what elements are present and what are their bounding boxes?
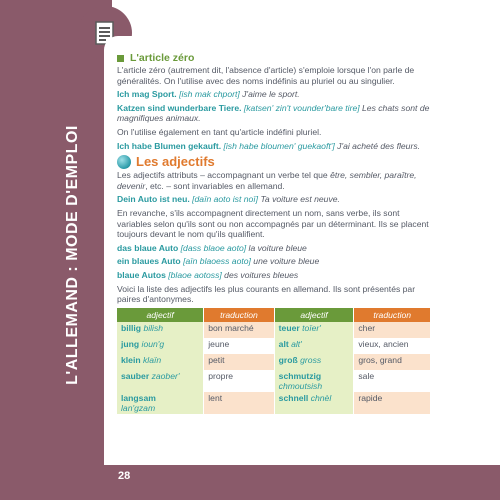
page-content: [117, 52, 433, 414]
bottom-bar: [0, 465, 500, 500]
german-word: groß: [278, 354, 298, 365]
german-text: Dein Auto ist neu.: [117, 194, 190, 205]
adjective-cell: [274, 354, 354, 370]
german-word: sauber: [121, 370, 150, 381]
column-header: adjectif: [117, 308, 204, 322]
column-header: adjectif: [274, 308, 354, 322]
example-line: [117, 194, 433, 205]
text-run-emphasis: être, sembler, paraître, devenir: [117, 170, 417, 191]
example-line: [117, 103, 433, 124]
translation: la voiture bleue: [248, 242, 307, 253]
heading-text: Les adjectifs: [136, 154, 215, 170]
german-word: alt: [278, 338, 289, 349]
pronunciation: chmoutsish: [278, 380, 323, 391]
translation-cell: vieux, ancien: [354, 338, 431, 354]
pronunciation: bilish: [143, 322, 164, 333]
adjective-cell: [117, 370, 204, 392]
table-row: [117, 392, 431, 414]
page-number: 28: [118, 470, 131, 482]
paragraph: On l'utilise également en tant qu'article indéfini pluriel.: [117, 126, 322, 137]
adjective-cell: [274, 392, 354, 414]
pronunciation: chnèl: [310, 392, 332, 403]
german-text: Ich mag Sport.: [117, 89, 177, 100]
pronunciation: klaïn: [142, 354, 162, 365]
adjective-cell: [117, 322, 204, 338]
pronunciation: [katsen' zin't vounder'bare tire]: [243, 102, 360, 113]
table-row: [117, 338, 431, 354]
pronunciation: [daïn aoto ist noï]: [192, 194, 259, 205]
bullet-square-icon: [117, 55, 124, 62]
german-word: schmutzig: [278, 370, 322, 381]
pronunciation: [blaoe aotoss]: [168, 269, 222, 280]
translation-cell: cher: [354, 322, 431, 338]
translation: des voitures bleues: [224, 269, 299, 280]
translation-cell: rapide: [354, 392, 431, 414]
adjective-cell: [117, 338, 204, 354]
german-text: Ich habe Blumen gekauft.: [117, 140, 222, 151]
translation-cell: propre: [204, 370, 274, 392]
translation-cell: petit: [204, 354, 274, 370]
adjective-cell: [117, 392, 204, 414]
example-line: [117, 243, 433, 254]
paragraph: Voici la liste des adjectifs les plus courants en allemand. Ils sont présentés par paires d'antonymes.: [117, 283, 416, 305]
pronunciation: [dass blaoe aoto]: [180, 242, 247, 253]
pronunciation: ioun'g: [141, 338, 165, 349]
translation-cell: bon marché: [204, 322, 274, 338]
translation-cell: lent: [204, 392, 274, 414]
translation: J'aime le sport.: [242, 89, 300, 100]
german-text: das blaue Auto: [117, 242, 179, 253]
table-header-row: [117, 308, 431, 322]
pronunciation: [ish habe bloumen' guekaoft']: [223, 140, 335, 151]
german-word: klein: [121, 354, 141, 365]
column-header: traduction: [204, 308, 274, 322]
german-word: langsam: [121, 392, 156, 403]
pronunciation: [ish mak chport]: [179, 89, 240, 100]
adjective-cell: [117, 354, 204, 370]
heading-text: L'article zéro: [130, 52, 195, 64]
paragraph: En revanche, s'ils accompagnent directement un nom, sans verbe, ils sont variables selon qu'ils sont ou non accompagnés par un déterminant. Ils se placent toujours devant le nom qu'ils qualifient.: [117, 207, 429, 240]
german-text: ein blaues Auto: [117, 256, 181, 267]
german-word: jung: [121, 338, 140, 349]
table-row: [117, 370, 431, 392]
example-line: [117, 270, 433, 281]
pronunciation: gross: [300, 354, 322, 365]
pronunciation: [aïn blaoess aoto]: [183, 256, 251, 267]
paragraph: [117, 170, 433, 191]
example-line: [117, 89, 433, 100]
translation-cell: sale: [354, 370, 431, 392]
table-row: [117, 322, 431, 338]
table-row: [117, 354, 431, 370]
german-word: schnell: [278, 392, 309, 403]
side-band: [0, 0, 112, 465]
german-text: Katzen sind wunderbare Tiere.: [117, 102, 242, 113]
example-line: [117, 141, 433, 152]
translation-cell: gros, grand: [354, 354, 431, 370]
pronunciation: alt': [291, 338, 302, 349]
globe-icon: [117, 155, 131, 169]
pronunciation: zaober': [151, 370, 180, 381]
translation: Ta voiture est neuve.: [260, 194, 340, 205]
translation: J'ai acheté des fleurs.: [337, 140, 421, 151]
translation: Les chats sont de magnifiques animaux.: [117, 102, 430, 124]
adjective-cell: [274, 322, 354, 338]
translation-cell: jeune: [204, 338, 274, 354]
example-line: [117, 256, 433, 267]
section-heading-adjectives: [117, 154, 433, 170]
text-run: Les adjectifs attributs – accompagnant un verbe tel que: [117, 170, 331, 181]
pronunciation: lan'gzam: [121, 402, 156, 413]
adjective-cell: [274, 338, 354, 354]
adjective-cell: [274, 370, 354, 392]
german-word: billig: [121, 322, 142, 333]
german-text: blaue Autos: [117, 269, 166, 280]
paragraph: L'article zéro (autrement dit, l'absence d'article) s'emploie lorsque l'on parle de généralités. On l'utilise avec des noms indéfinis au pluriel ou au singulier.: [117, 65, 415, 86]
side-title: L'ALLEMAND : MODE D'EMPLOI: [64, 125, 81, 385]
german-word: teuer: [278, 322, 300, 333]
pronunciation: toïer': [302, 322, 321, 333]
translation: une voiture bleue: [253, 256, 320, 267]
column-header: traduction: [354, 308, 431, 322]
section-heading-article-zero: [117, 52, 433, 65]
antonyms-table: [117, 308, 431, 414]
text-run: , etc. – sont invariables en allemand.: [145, 180, 285, 191]
